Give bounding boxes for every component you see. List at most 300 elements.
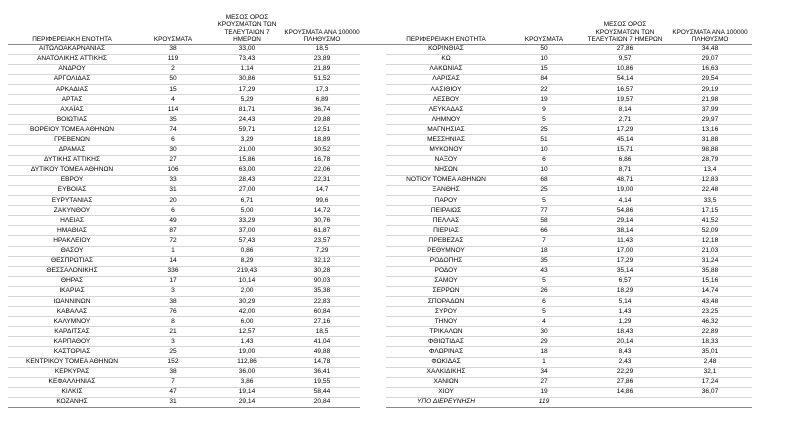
left-per100k-cell: 27,16: [284, 317, 360, 327]
right-cases-cell: 15: [506, 64, 582, 74]
left-per100k-cell: 35,38: [284, 286, 360, 296]
left-region-cell: ΘΗΡΑΣ: [8, 276, 136, 286]
right-cases-cell: 58: [506, 216, 582, 226]
right-per100k-cell: 13,16: [668, 125, 752, 135]
right-per100k-cell: 23,25: [668, 307, 752, 317]
header-cases: ΚΡΟΥΣΜΑΤΑ: [136, 14, 210, 44]
column-gap: [360, 54, 386, 64]
right-cases-cell: 5: [506, 307, 582, 317]
left-per100k-cell: 30,52: [284, 145, 360, 155]
right-per100k-cell: 29,97: [668, 115, 752, 125]
column-gap: [360, 337, 386, 347]
left-avg-cell: 59,71: [210, 125, 284, 135]
right-cases-cell: 10: [506, 145, 582, 155]
column-gap: [360, 347, 386, 357]
column-gap: [360, 387, 386, 397]
left-per100k-cell: 18,5: [284, 44, 360, 54]
left-region-cell: ΗΜΑΘΙΑΣ: [8, 226, 136, 236]
left-per100k-cell: 99,6: [284, 196, 360, 206]
table-row: [8, 236, 752, 246]
right-region-cell: ΛΑΡΙΣΑΣ: [386, 74, 506, 84]
left-cases-cell: 27: [136, 155, 210, 165]
right-per100k-cell: 34,48: [668, 44, 752, 54]
left-avg-cell: 8,29: [210, 256, 284, 266]
right-region-cell: ΝΗΣΩΝ: [386, 165, 506, 175]
left-cases-cell: 1: [136, 246, 210, 256]
column-gap: [360, 226, 386, 236]
left-avg-cell: 28,43: [210, 175, 284, 185]
right-region-cell: ΛΕΣΒΟΥ: [386, 95, 506, 105]
right-cases-cell: 18: [506, 246, 582, 256]
left-avg-cell: 30,29: [210, 296, 284, 306]
right-cases-cell: 18: [506, 347, 582, 357]
left-region-cell: ΚΑΣΤΟΡΙΑΣ: [8, 347, 136, 357]
table-row: [8, 397, 752, 407]
table-row: [8, 206, 752, 216]
left-avg-cell: 17,29: [210, 85, 284, 95]
right-avg-cell: 17,00: [582, 246, 668, 256]
column-gap: [360, 397, 386, 407]
header-per100k: ΚΡΟΥΣΜΑΤΑ ΑΝΑ 100000 ΠΛΗΘΥΣΜΟ: [284, 14, 360, 44]
column-gap: [360, 105, 386, 115]
right-cases-cell: 10: [506, 165, 582, 175]
table-row: [8, 95, 752, 105]
right-region-cell: ΜΑΓΝΗΣΙΑΣ: [386, 125, 506, 135]
right-avg-cell: 18,43: [582, 327, 668, 337]
table-row: [8, 377, 752, 387]
right-region-cell: ΥΠΟ ΔΙΕΡΕΥΝΗΣΗ: [386, 397, 506, 407]
right-cases-cell: 5: [506, 196, 582, 206]
left-avg-cell: 33,29: [210, 216, 284, 226]
right-avg-cell: 18,29: [582, 286, 668, 296]
left-per100k-cell: 22,06: [284, 165, 360, 175]
right-per100k-cell: 31,24: [668, 256, 752, 266]
right-per100k-cell: 15,16: [668, 276, 752, 286]
table-row: [8, 115, 752, 125]
left-region-cell: ΚΟΖΑΝΗΣ: [8, 397, 136, 407]
right-cases-cell: 22: [506, 85, 582, 95]
left-cases-cell: 14: [136, 256, 210, 266]
left-region-cell: ΑΝΑΤΟΛΙΚΗΣ ΑΤΤΙΚΗΣ: [8, 54, 136, 64]
right-avg-cell: 14,86: [582, 387, 668, 397]
right-region-cell: ΡΕΘΥΜΝΟΥ: [386, 246, 506, 256]
left-avg-cell: 29,14: [210, 397, 284, 407]
left-avg-cell: 219,43: [210, 266, 284, 276]
right-cases-cell: 43: [506, 266, 582, 276]
left-avg-cell: 3,29: [210, 135, 284, 145]
table-row: [8, 155, 752, 165]
right-cases-cell: 84: [506, 74, 582, 84]
right-cases-cell: 27: [506, 377, 582, 387]
left-cases-cell: 72: [136, 236, 210, 246]
left-region-cell: ΚΕΦΑΛΛΗΝΙΑΣ: [8, 377, 136, 387]
right-region-cell: ΜΕΣΣΗΝΙΑΣ: [386, 135, 506, 145]
right-region-cell: ΧΑΛΚΙΔΙΚΗΣ: [386, 367, 506, 377]
left-per100k-cell: 14,78: [284, 357, 360, 367]
left-avg-cell: 6,00: [210, 317, 284, 327]
right-avg-cell: 48,71: [582, 175, 668, 185]
left-per100k-cell: 36,41: [284, 367, 360, 377]
covid-cases-table: [8, 14, 752, 408]
right-per100k-cell: 21,98: [668, 95, 752, 105]
right-region-cell: ΝΟΤΙΟΥ ΤΟΜΕΑ ΑΘΗΝΩΝ: [386, 175, 506, 185]
left-region-cell: ΘΕΣΣΑΛΟΝΙΚΗΣ: [8, 266, 136, 276]
right-per100k-cell: 35,88: [668, 266, 752, 276]
left-per100k-cell: 41,04: [284, 337, 360, 347]
right-avg-cell: 54,86: [582, 206, 668, 216]
column-gap: [360, 276, 386, 286]
column-gap: [360, 246, 386, 256]
column-gap: [360, 327, 386, 337]
left-avg-cell: 19,00: [210, 347, 284, 357]
left-avg-cell: 81,71: [210, 105, 284, 115]
right-per100k-cell: 29,07: [668, 54, 752, 64]
left-avg-cell: 2,00: [210, 286, 284, 296]
left-per100k-cell: 22,31: [284, 175, 360, 185]
right-per100k-cell: 16,63: [668, 64, 752, 74]
right-cases-cell: 7: [506, 236, 582, 246]
table-row: [8, 387, 752, 397]
right-per100k-cell: 46,32: [668, 317, 752, 327]
left-avg-cell: 73,43: [210, 54, 284, 64]
right-region-cell: ΣΕΡΡΩΝ: [386, 286, 506, 296]
right-region-cell: ΠΕΛΛΑΣ: [386, 216, 506, 226]
column-gap: [360, 125, 386, 135]
right-avg-cell: 6,86: [582, 155, 668, 165]
right-per100k-cell: [668, 397, 752, 407]
table-body: [8, 44, 752, 407]
right-region-cell: ΠΑΡΟΥ: [386, 196, 506, 206]
right-avg-cell: 27,86: [582, 44, 668, 54]
right-per100k-cell: 37,99: [668, 105, 752, 115]
left-avg-cell: 15,86: [210, 155, 284, 165]
right-avg-cell: 19,00: [582, 185, 668, 195]
table-row: [8, 357, 752, 367]
left-cases-cell: 25: [136, 347, 210, 357]
header-row: [8, 14, 752, 44]
left-per100k-cell: 17,3: [284, 85, 360, 95]
right-region-cell: ΣΠΟΡΑΔΩΝ: [386, 296, 506, 306]
table-row: [8, 185, 752, 195]
column-gap: [360, 74, 386, 84]
left-per100k-cell: 36,74: [284, 105, 360, 115]
left-avg-cell: 42,00: [210, 307, 284, 317]
left-region-cell: ΑΡΤΑΣ: [8, 95, 136, 105]
column-gap: [360, 317, 386, 327]
table-row: [8, 226, 752, 236]
column-gap: [360, 216, 386, 226]
column-gap: [360, 44, 386, 54]
table-row: [8, 266, 752, 276]
right-per100k-cell: 13,4: [668, 165, 752, 175]
left-cases-cell: 33: [136, 175, 210, 185]
left-region-cell: ΒΟΙΩΤΙΑΣ: [8, 115, 136, 125]
right-cases-cell: 29: [506, 337, 582, 347]
right-region-cell: ΚΩ: [386, 54, 506, 64]
left-cases-cell: 47: [136, 387, 210, 397]
left-avg-cell: 5,29: [210, 95, 284, 105]
left-avg-cell: 112,86: [210, 357, 284, 367]
left-avg-cell: 57,43: [210, 236, 284, 246]
right-avg-cell: 8,71: [582, 165, 668, 175]
right-region-cell: ΤΗΝΟΥ: [386, 317, 506, 327]
right-avg-cell: 45,14: [582, 135, 668, 145]
right-avg-cell: 8,14: [582, 105, 668, 115]
right-avg-cell: 2,43: [582, 357, 668, 367]
right-region-cell: ΚΟΡΙΝΘΙΑΣ: [386, 44, 506, 54]
left-per100k-cell: 12,51: [284, 125, 360, 135]
right-avg-cell: 35,14: [582, 266, 668, 276]
left-per100k-cell: 14,7: [284, 185, 360, 195]
right-per100k-cell: 32,1: [668, 367, 752, 377]
left-region-cell: ΑΝΔΡΟΥ: [8, 64, 136, 74]
left-region-cell: ΙΩΑΝΝΙΝΩΝ: [8, 296, 136, 306]
right-cases-cell: 5: [506, 276, 582, 286]
right-cases-cell: 77: [506, 206, 582, 216]
left-per100k-cell: 23,89: [284, 54, 360, 64]
left-cases-cell: 6: [136, 135, 210, 145]
left-per100k-cell: 90,03: [284, 276, 360, 286]
right-per100k-cell: 14,74: [668, 286, 752, 296]
table-row: [8, 105, 752, 115]
left-region-cell: ΘΕΣΠΡΩΤΙΑΣ: [8, 256, 136, 266]
column-gap: [360, 95, 386, 105]
left-region-cell: ΕΥΒΟΙΑΣ: [8, 185, 136, 195]
right-avg-cell: 10,86: [582, 64, 668, 74]
right-avg-cell: 20,14: [582, 337, 668, 347]
right-avg-cell: 22,29: [582, 367, 668, 377]
column-gap: [360, 14, 386, 44]
right-region-cell: ΦΘΙΩΤΙΔΑΣ: [386, 337, 506, 347]
left-region-cell: ΒΟΡΕΙΟΥ ΤΟΜΕΑ ΑΘΗΝΩΝ: [8, 125, 136, 135]
right-cases-cell: 19: [506, 95, 582, 105]
column-gap: [360, 377, 386, 387]
header-per100k: ΚΡΟΥΣΜΑΤΑ ΑΝΑ 100000 ΠΛΗΘΥΣΜΟ: [668, 14, 752, 44]
left-region-cell: ΘΑΣΟΥ: [8, 246, 136, 256]
left-region-cell: ΚΕΡΚΥΡΑΣ: [8, 367, 136, 377]
right-per100k-cell: 17,15: [668, 206, 752, 216]
left-cases-cell: 49: [136, 216, 210, 226]
left-per100k-cell: 20,84: [284, 397, 360, 407]
right-per100k-cell: 41,52: [668, 216, 752, 226]
right-per100k-cell: 33,5: [668, 196, 752, 206]
column-gap: [360, 256, 386, 266]
left-region-cell: ΑΙΤΩΛΟΑΚΑΡΝΑΝΙΑΣ: [8, 44, 136, 54]
right-region-cell: ΡΟΔΟΠΗΣ: [386, 256, 506, 266]
left-avg-cell: 1,43: [210, 337, 284, 347]
right-cases-cell: 10: [506, 54, 582, 64]
table-row: [8, 165, 752, 175]
left-avg-cell: 3,86: [210, 377, 284, 387]
right-per100k-cell: 31,88: [668, 135, 752, 145]
left-avg-cell: 27,00: [210, 185, 284, 195]
right-cases-cell: 34: [506, 367, 582, 377]
right-per100k-cell: 36,07: [668, 387, 752, 397]
left-per100k-cell: 29,88: [284, 115, 360, 125]
right-per100k-cell: 29,54: [668, 74, 752, 84]
left-region-cell: ΗΡΑΚΛΕΙΟΥ: [8, 236, 136, 246]
left-per100k-cell: 30,28: [284, 266, 360, 276]
column-gap: [360, 135, 386, 145]
right-per100k-cell: 2,48: [668, 357, 752, 367]
left-per100k-cell: 18,5: [284, 327, 360, 337]
column-gap: [360, 175, 386, 185]
right-cases-cell: 6: [506, 155, 582, 165]
left-region-cell: ΚΑΒΑΛΑΣ: [8, 307, 136, 317]
right-cases-cell: 66: [506, 226, 582, 236]
left-cases-cell: 17: [136, 276, 210, 286]
left-cases-cell: 15: [136, 85, 210, 95]
left-region-cell: ΕΒΡΟΥ: [8, 175, 136, 185]
left-cases-cell: 38: [136, 44, 210, 54]
left-region-cell: ΔΥΤΙΚΗΣ ΑΤΤΙΚΗΣ: [8, 155, 136, 165]
header-region: ΠΕΡΙΦΕΡΕΙΑΚΗ ΕΝΟΤΗΤΑ: [386, 14, 506, 44]
left-cases-cell: 50: [136, 74, 210, 84]
left-cases-cell: 38: [136, 367, 210, 377]
left-avg-cell: 0,86: [210, 246, 284, 256]
right-per100k-cell: 21,03: [668, 246, 752, 256]
right-region-cell: ΦΩΚΙΔΑΣ: [386, 357, 506, 367]
table-row: [8, 196, 752, 206]
header-cases: ΚΡΟΥΣΜΑΤΑ: [506, 14, 582, 44]
table-row: [8, 246, 752, 256]
table-row: [8, 327, 752, 337]
right-cases-cell: 19: [506, 387, 582, 397]
right-avg-cell: 5,14: [582, 296, 668, 306]
left-region-cell: ΔΡΑΜΑΣ: [8, 145, 136, 155]
table-row: [8, 286, 752, 296]
left-region-cell: ΚΑΡΔΙΤΣΑΣ: [8, 327, 136, 337]
table-row: [8, 337, 752, 347]
right-cases-cell: 5: [506, 115, 582, 125]
right-avg-cell: 1,29: [582, 317, 668, 327]
right-region-cell: ΣΑΜΟΥ: [386, 276, 506, 286]
left-region-cell: ΕΥΡΥΤΑΝΙΑΣ: [8, 196, 136, 206]
right-avg-cell: 4,14: [582, 196, 668, 206]
left-region-cell: ΔΥΤΙΚΟΥ ΤΟΜΕΑ ΑΘΗΝΩΝ: [8, 165, 136, 175]
right-cases-cell: 25: [506, 125, 582, 135]
right-region-cell: ΡΟΔΟΥ: [386, 266, 506, 276]
left-cases-cell: 38: [136, 296, 210, 306]
table-row: [8, 307, 752, 317]
left-avg-cell: 33,00: [210, 44, 284, 54]
left-per100k-cell: 14,72: [284, 206, 360, 216]
left-per100k-cell: 58,44: [284, 387, 360, 397]
left-region-cell: ΚΙΛΚΙΣ: [8, 387, 136, 397]
column-gap: [360, 185, 386, 195]
right-region-cell: ΧΑΝΙΩΝ: [386, 377, 506, 387]
table-row: [8, 347, 752, 357]
table-row: [8, 135, 752, 145]
right-region-cell: ΛΑΚΩΝΙΑΣ: [386, 64, 506, 74]
right-avg-cell: 16,57: [582, 85, 668, 95]
right-per100k-cell: 52,09: [668, 226, 752, 236]
right-per100k-cell: 29,19: [668, 85, 752, 95]
right-cases-cell: 68: [506, 175, 582, 185]
right-per100k-cell: 22,89: [668, 327, 752, 337]
column-gap: [360, 165, 386, 175]
right-per100k-cell: 22,48: [668, 185, 752, 195]
left-cases-cell: 74: [136, 125, 210, 135]
left-avg-cell: 1,14: [210, 64, 284, 74]
table-row: [8, 256, 752, 266]
left-avg-cell: 63,00: [210, 165, 284, 175]
right-region-cell: ΞΑΝΘΗΣ: [386, 185, 506, 195]
right-avg-cell: 19,57: [582, 95, 668, 105]
table-row: [8, 74, 752, 84]
left-cases-cell: 2: [136, 64, 210, 74]
header-region: ΠΕΡΙΦΕΡΕΙΑΚΗ ΕΝΟΤΗΤΑ: [8, 14, 136, 44]
left-per100k-cell: 16,78: [284, 155, 360, 165]
right-avg-cell: 17,29: [582, 125, 668, 135]
left-cases-cell: 21: [136, 327, 210, 337]
column-gap: [360, 357, 386, 367]
left-per100k-cell: 60,84: [284, 307, 360, 317]
left-avg-cell: 24,43: [210, 115, 284, 125]
left-cases-cell: 35: [136, 115, 210, 125]
left-avg-cell: 37,00: [210, 226, 284, 236]
right-avg-cell: 27,86: [582, 377, 668, 387]
left-cases-cell: 8: [136, 317, 210, 327]
right-avg-cell: 54,14: [582, 74, 668, 84]
right-avg-cell: 17,29: [582, 256, 668, 266]
left-region-cell: ΓΡΕΒΕΝΩΝ: [8, 135, 136, 145]
right-avg-cell: 15,71: [582, 145, 668, 155]
column-gap: [360, 85, 386, 95]
left-cases-cell: 3: [136, 286, 210, 296]
right-avg-cell: [582, 397, 668, 407]
left-per100k-cell: 32,12: [284, 256, 360, 266]
right-per100k-cell: 18,33: [668, 337, 752, 347]
left-region-cell: ΑΧΑΪΑΣ: [8, 105, 136, 115]
left-per100k-cell: 23,57: [284, 236, 360, 246]
column-gap: [360, 236, 386, 246]
left-cases-cell: 7: [136, 377, 210, 387]
right-per100k-cell: 12,18: [668, 236, 752, 246]
left-per100k-cell: 18,89: [284, 135, 360, 145]
left-per100k-cell: 7,29: [284, 246, 360, 256]
table-row: [8, 64, 752, 74]
column-gap: [360, 296, 386, 306]
left-per100k-cell: 51,52: [284, 74, 360, 84]
right-avg-cell: 29,14: [582, 216, 668, 226]
left-region-cell: ΑΡΓΟΛΙΔΑΣ: [8, 74, 136, 84]
left-region-cell: ΚΑΡΠΑΘΟΥ: [8, 337, 136, 347]
column-gap: [360, 64, 386, 74]
table-row: [8, 367, 752, 377]
left-cases-cell: 31: [136, 185, 210, 195]
left-region-cell: ΗΛΕΙΑΣ: [8, 216, 136, 226]
right-region-cell: ΠΡΕΒΕΖΑΣ: [386, 236, 506, 246]
right-cases-cell: 50: [506, 44, 582, 54]
left-per100k-cell: 61,87: [284, 226, 360, 236]
left-cases-cell: 152: [136, 357, 210, 367]
right-cases-cell: 6: [506, 296, 582, 306]
right-region-cell: ΧΙΟΥ: [386, 387, 506, 397]
table-row: [8, 216, 752, 226]
right-cases-cell: 51: [506, 135, 582, 145]
right-region-cell: ΠΙΕΡΙΑΣ: [386, 226, 506, 236]
left-region-cell: ΚΑΛΥΜΝΟΥ: [8, 317, 136, 327]
left-cases-cell: 4: [136, 95, 210, 105]
left-avg-cell: 5,00: [210, 206, 284, 216]
left-cases-cell: 76: [136, 307, 210, 317]
right-avg-cell: 2,71: [582, 115, 668, 125]
left-avg-cell: 36,00: [210, 367, 284, 377]
left-region-cell: ΚΕΝΤΡΙΚΟΥ ΤΟΜΕΑ ΑΘΗΝΩΝ: [8, 357, 136, 367]
left-per100k-cell: 22,83: [284, 296, 360, 306]
right-avg-cell: 1,43: [582, 307, 668, 317]
